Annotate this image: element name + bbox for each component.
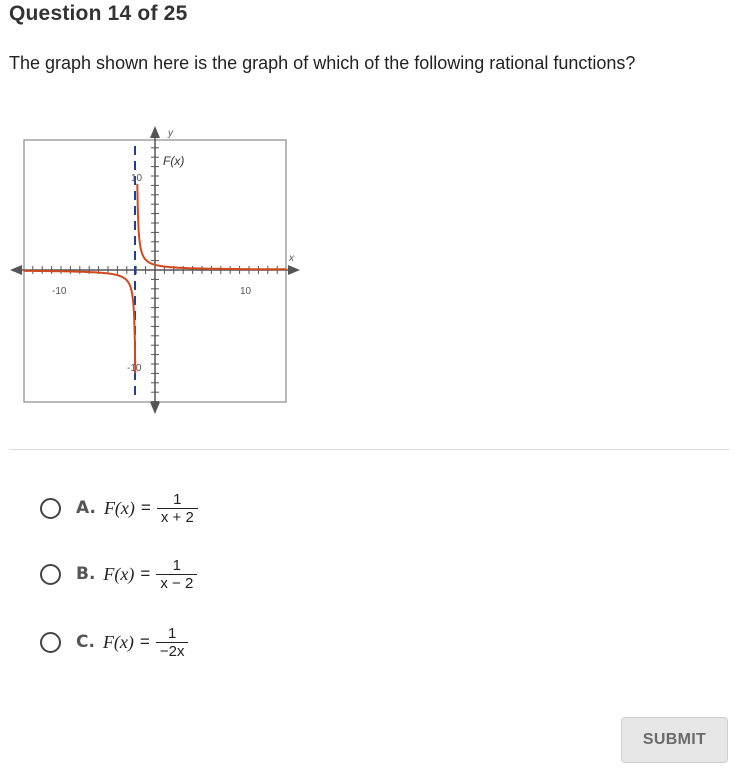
x-axis-label: x (289, 253, 294, 264)
radio-c[interactable] (40, 632, 61, 653)
x-axis-left-arrow (10, 265, 22, 275)
choice-c-denominator: −2x (159, 642, 185, 660)
x-axis-right-arrow (288, 265, 300, 275)
rational-function-graph (0, 118, 310, 423)
submit-button[interactable]: SUBMIT (621, 717, 728, 763)
x-tick-label-neg10: -10 (52, 286, 67, 297)
question-prompt: The graph shown here is the graph of which of the following rational functions? (9, 53, 636, 73)
choice-c-fraction (156, 625, 189, 660)
choice-b-letter: B. (76, 564, 96, 584)
choice-a-lhs: F(x) (103, 497, 135, 518)
y-axis-label: y (168, 128, 173, 139)
choice-c-letter: C. (76, 632, 95, 652)
choice-b-lhs: F(x) (103, 563, 135, 584)
y-tick-label-neg10: -10 (127, 363, 142, 374)
choice-b-eq: = (140, 564, 151, 583)
choice-a-fraction (157, 491, 198, 526)
y-axis-down-arrow (150, 402, 160, 414)
choice-a-eq: = (140, 498, 151, 517)
choice-b-fraction (156, 557, 197, 592)
y-axis-up-arrow (150, 126, 160, 138)
choice-c[interactable] (40, 616, 188, 668)
radio-a[interactable] (40, 498, 61, 519)
choice-b-numerator: 1 (172, 556, 181, 574)
choice-b-denominator: x − 2 (160, 574, 194, 592)
choice-c-numerator: 1 (167, 624, 177, 642)
x-tick-label-10: 10 (240, 286, 252, 297)
choice-a[interactable] (40, 482, 198, 534)
choice-a-denominator: x + 2 (160, 508, 194, 526)
choice-b[interactable] (40, 548, 197, 600)
curve-right-branch (137, 184, 286, 270)
divider (9, 449, 729, 450)
question-number: Question 14 of 25 (9, 2, 188, 25)
choice-c-eq: = (139, 632, 150, 651)
radio-b[interactable] (40, 564, 61, 585)
curve-left-branch (23, 271, 135, 374)
choice-a-letter: A. (76, 498, 96, 518)
choice-c-lhs: F(x) (102, 631, 134, 652)
function-label: F(x) (163, 154, 185, 168)
y-tick-label-10: 10 (131, 173, 143, 184)
choice-a-numerator: 1 (173, 490, 182, 508)
